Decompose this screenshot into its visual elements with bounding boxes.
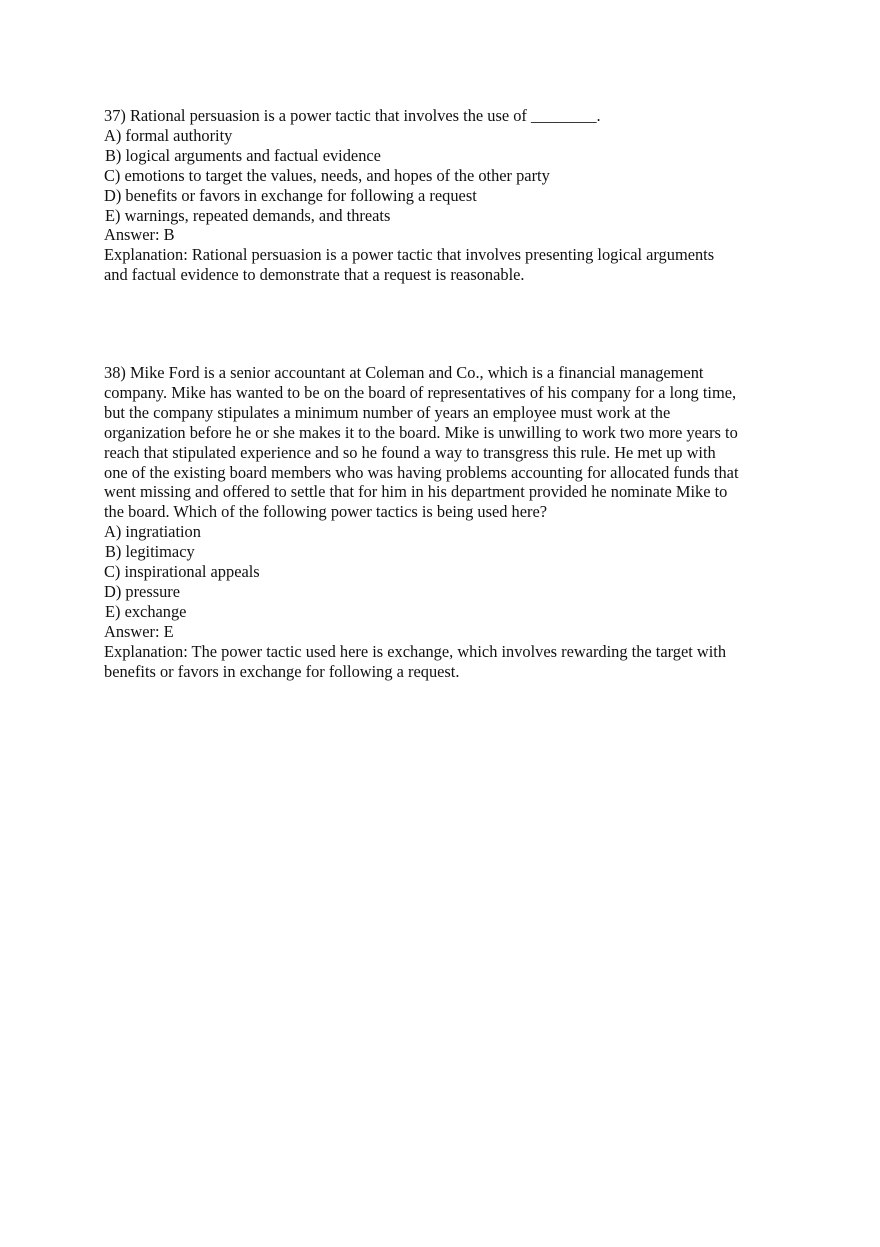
option-d: D) benefits or favors in exchange for following a request [104,185,477,205]
option-a: A) ingratiation [104,522,201,542]
explanation-line: Explanation: Rational persuasion is a power tactic that involves presenting logical arguments [104,245,715,265]
question-stem-line: 38) Mike Ford is a senior accountant at Coleman and Co., which is a financial management [104,363,704,382]
question-stem-line: 37) Rational persuasion is a power tactic that involves the use of ________. [104,106,601,125]
answer-line: Answer: B [104,225,175,245]
explanation-line: benefits or favors in exchange for following a request. [104,661,460,681]
question-stem-line: company. Mike has wanted to be on the board of representatives of his company for a long time, [104,382,737,402]
question-stem-line: reach that stipulated experience and so he found a way to transgress this rule. He met up with [104,442,716,462]
option-b: B) logical arguments and factual evidence [105,145,381,165]
question-stem-line: but the company stipulates a minimum number of years an employee must work at the [104,402,671,422]
option-a: A) formal authority [104,125,233,145]
question-38 [104,363,784,682]
option-c: C) emotions to target the values, needs, and hopes of the other party [104,165,550,185]
option-e: E) warnings, repeated demands, and threats [105,205,391,225]
option-e: E) exchange [105,601,187,621]
explanation-line: and factual evidence to demonstrate that a request is reasonable. [104,265,525,285]
option-b: B) legitimacy [105,542,195,562]
option-d: D) pressure [104,581,181,601]
option-c: C) inspirational appeals [104,562,260,582]
question-stem-line: the board. Which of the following power tactics is being used here? [104,502,548,522]
question-37 [104,106,784,285]
question-stem-line: one of the existing board members who was having problems accounting for allocated funds that [104,462,739,482]
answer-line: Answer: E [104,621,174,641]
question-stem-line: went missing and offered to settle that for him in his department provided he nominate Mike to [104,482,728,502]
question-stem-line: organization before he or she makes it to the board. Mike is unwilling to work two more years to [104,422,738,442]
explanation-line: Explanation: The power tactic used here is exchange, which involves rewarding the target with [104,641,727,661]
